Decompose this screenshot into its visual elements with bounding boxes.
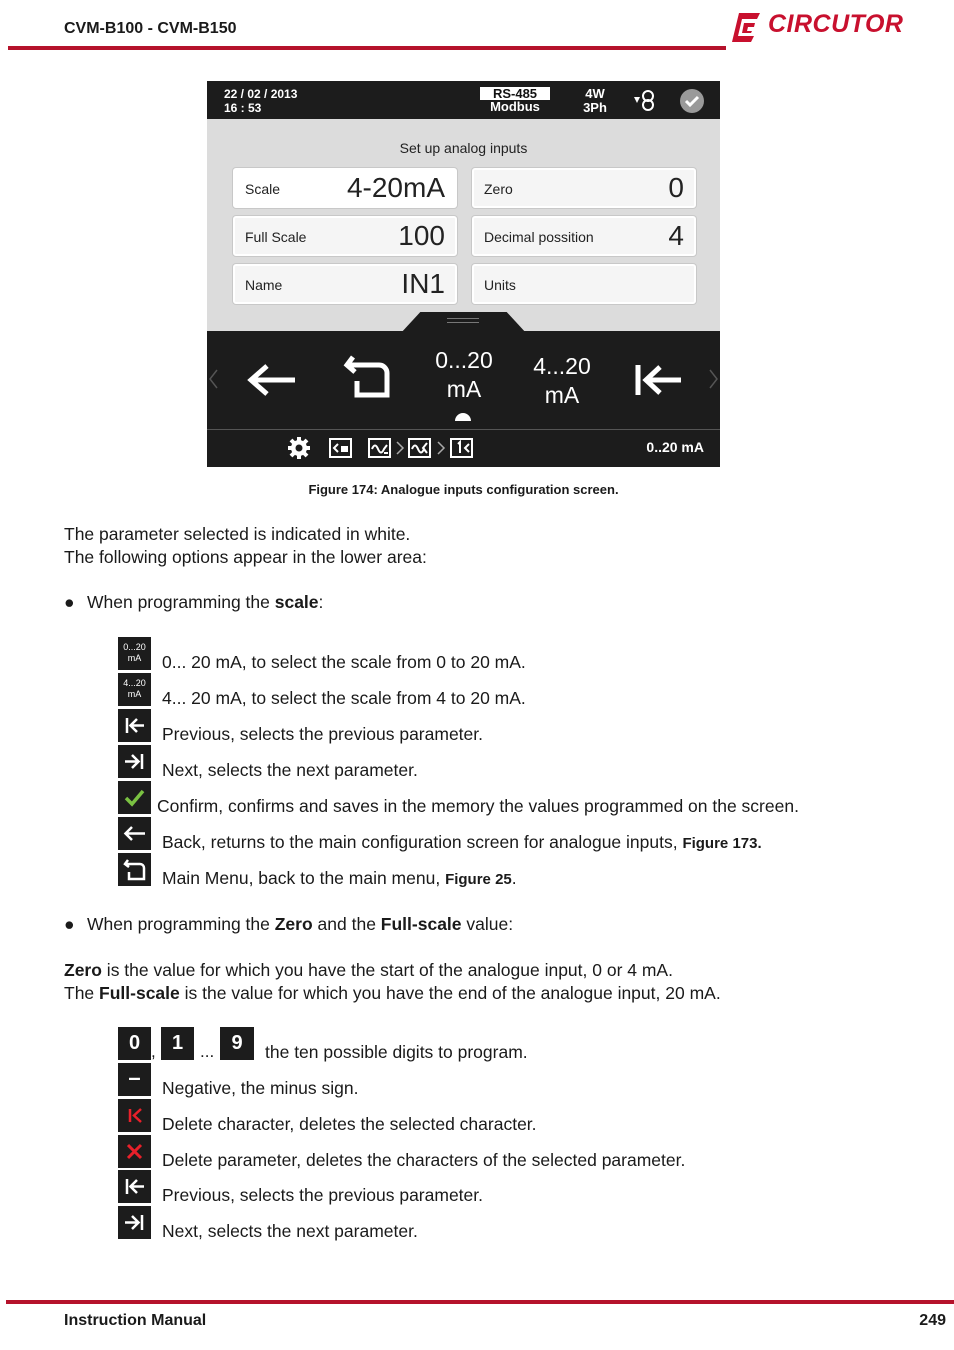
status-bar (207, 81, 720, 119)
bullet-text: When programming the (87, 592, 275, 612)
document-title: CVM-B100 - CVM-B150 (64, 20, 237, 37)
previous-icon (118, 709, 151, 742)
breadcrumb-arrow-icon-2 (436, 440, 446, 456)
full-scale-label: Full Scale (245, 229, 307, 245)
breadcrumb-arrow-icon (395, 440, 405, 456)
fullscale-definition (64, 982, 721, 1005)
back-arrow-icon[interactable] (245, 360, 301, 400)
figure-reference: Figure 173. (682, 835, 762, 852)
next-icon (118, 745, 151, 778)
option-4-20ma[interactable] (523, 352, 601, 410)
bullet-text-mid: and the (312, 914, 381, 934)
fullscale-definition-text: is the value for which you have the end of the analogue input, 20 mA. (179, 983, 721, 1003)
page-number: 249 (919, 1312, 946, 1329)
definition-paragraph (64, 959, 721, 1005)
wiring-bottom: 3Ph (583, 100, 607, 115)
bullet-text: When programming the (87, 914, 275, 934)
name-label: Name (245, 277, 283, 293)
units-label: Units (484, 277, 516, 293)
scale-value: 4-20mA (346, 172, 445, 203)
bullet-scale (64, 592, 323, 613)
previous-parameter-icon[interactable] (633, 361, 685, 399)
zero-value: 0 (668, 172, 684, 203)
digit-9-icon: 9 (220, 1027, 254, 1060)
input-1-icon[interactable] (449, 436, 475, 460)
zero-label: Zero (484, 181, 513, 197)
full-scale-value: 100 (398, 220, 445, 251)
comm-indicator (480, 87, 550, 114)
digit-1-icon: 1 (161, 1027, 194, 1060)
bullet-bold-zero: Zero (274, 914, 313, 934)
gear-icon[interactable] (287, 436, 311, 460)
screen-title: Set up analog inputs (399, 140, 528, 156)
decimal-value: 4 (668, 220, 684, 251)
scale-item-previous: Previous, selects the previous parameter. (162, 724, 483, 744)
scale-item-next: Next, selects the next parameter. (162, 760, 418, 780)
option-4-20ma-line2: mA (544, 382, 580, 408)
option-0-20ma[interactable] (425, 346, 503, 404)
digit-item-next: Next, selects the next parameter. (162, 1221, 418, 1241)
zero-field[interactable] (472, 168, 696, 208)
zero-definition (64, 959, 721, 982)
digit-0-icon: 0 (118, 1027, 151, 1060)
intro-paragraph (64, 523, 427, 569)
confirm-icon (118, 781, 151, 814)
date-time (224, 87, 297, 115)
back-text: Back, returns to the main configuration screen for analogue inputs, (162, 832, 683, 852)
transformer-icon (632, 88, 658, 114)
decimal-field[interactable] (472, 216, 696, 256)
header-rule (8, 46, 726, 50)
full-scale-field[interactable] (233, 216, 457, 256)
main-menu-text: Main Menu, back to the main menu, (162, 868, 446, 888)
comm-protocol-bottom: Modbus (490, 99, 540, 114)
zero-definition-text: is the value for which you have the start of the analogue input, 0 or 4 mA. (101, 960, 673, 980)
fullscale-term: Full-scale (99, 983, 180, 1003)
delete-parameter-icon (118, 1135, 151, 1168)
comm-protocol-top: RS-485 (480, 87, 550, 100)
chevron-right-icon[interactable] (706, 368, 720, 390)
bullet-dot: ● (64, 592, 75, 612)
digit-ellipsis: ... (200, 1042, 215, 1061)
circutor-logo-text: CIRCUTOR (768, 10, 904, 38)
bullet-text-end: : (318, 592, 324, 612)
period: . (511, 868, 517, 888)
panel-tab-grip (447, 318, 479, 323)
icon-label-line2: mA (127, 689, 142, 699)
device-screen (207, 81, 720, 467)
option-0-20ma-icon (118, 637, 151, 670)
fullscale-prefix: The (64, 983, 100, 1003)
figure-reference: Figure 25 (445, 871, 512, 888)
bullet-dot: ● (64, 914, 75, 934)
name-field[interactable] (233, 264, 457, 304)
option-4-20ma-icon (118, 673, 151, 706)
digit-item-delete-param: Delete parameter, deletes the characters of the selected parameter. (162, 1150, 686, 1170)
bullet-text-end: value: (461, 914, 514, 934)
name-value: IN1 (401, 268, 445, 299)
scale-item-back (162, 832, 762, 853)
bullet-bold: scale (274, 592, 319, 612)
time-text: 16 : 53 (224, 101, 262, 115)
zero-term: Zero (64, 960, 102, 980)
decimal-label: Decimal possition (484, 229, 594, 245)
digit-separator: , (151, 1042, 156, 1061)
intro-line-1: The parameter selected is indicated in white. (64, 524, 411, 544)
wiring-indicator (575, 87, 615, 115)
digit-item-digits: the ten possible digits to program. (265, 1042, 528, 1062)
chevron-left-icon[interactable] (207, 368, 221, 390)
option-4-20ma-line1: 4...20 (533, 353, 591, 379)
wiring-top: 4W (585, 86, 605, 101)
icon-label-line2: mA (127, 653, 142, 663)
current-scale-readout: 0..20 mA (646, 439, 704, 455)
scale-item-0-20: 0... 20 mA, to select the scale from 0 to 20 mA. (162, 652, 526, 672)
option-0-20ma-line1: 0...20 (435, 347, 493, 373)
panel-divider (207, 429, 720, 430)
scale-label: Scale (245, 181, 281, 197)
icon-label-line1: 0...20 (123, 642, 146, 652)
next-icon-2 (118, 1206, 151, 1239)
scale-item-4-20: 4... 20 mA, to select the scale from 4 to 20 mA. (162, 688, 526, 708)
delete-character-icon (118, 1099, 151, 1132)
circutor-logo (730, 8, 910, 46)
selected-indicator-icon (453, 411, 473, 421)
previous-icon-2 (118, 1170, 151, 1203)
scale-field[interactable] (233, 168, 457, 208)
date-text: 22 / 02 / 2013 (224, 87, 298, 101)
main-menu-icon[interactable] (343, 351, 393, 403)
bullet-zero-fullscale (64, 914, 513, 935)
digit-item-previous: Previous, selects the previous parameter. (162, 1185, 483, 1205)
scale-item-confirm: Confirm, confirms and saves in the memory the values programmed on the screen. (157, 796, 799, 816)
input-module-icon[interactable] (328, 436, 354, 460)
footer-rule (6, 1300, 954, 1304)
footer-label: Instruction Manual (64, 1312, 207, 1329)
confirm-check-icon[interactable] (679, 88, 705, 114)
analog-input-icon[interactable] (367, 436, 393, 460)
minus-icon: – (118, 1063, 151, 1096)
figure-caption: Figure 174: Analogue inputs configuration screen. (308, 482, 619, 497)
digit-item-negative: Negative, the minus sign. (162, 1078, 359, 1098)
option-0-20ma-line2: mA (446, 376, 482, 402)
scale-item-main-menu (162, 868, 517, 889)
back-icon (118, 817, 151, 850)
circutor-logo-icon (730, 9, 766, 45)
intro-line-2: The following options appear in the lower area: (64, 547, 427, 567)
analog-config-icon[interactable] (407, 436, 433, 460)
digit-item-delete-char: Delete character, deletes the selected character. (162, 1114, 537, 1134)
units-field[interactable] (472, 264, 696, 304)
main-menu-item-icon (118, 853, 151, 886)
bullet-bold-fullscale: Full-scale (380, 914, 462, 934)
icon-label-line1: 4...20 (123, 678, 146, 688)
